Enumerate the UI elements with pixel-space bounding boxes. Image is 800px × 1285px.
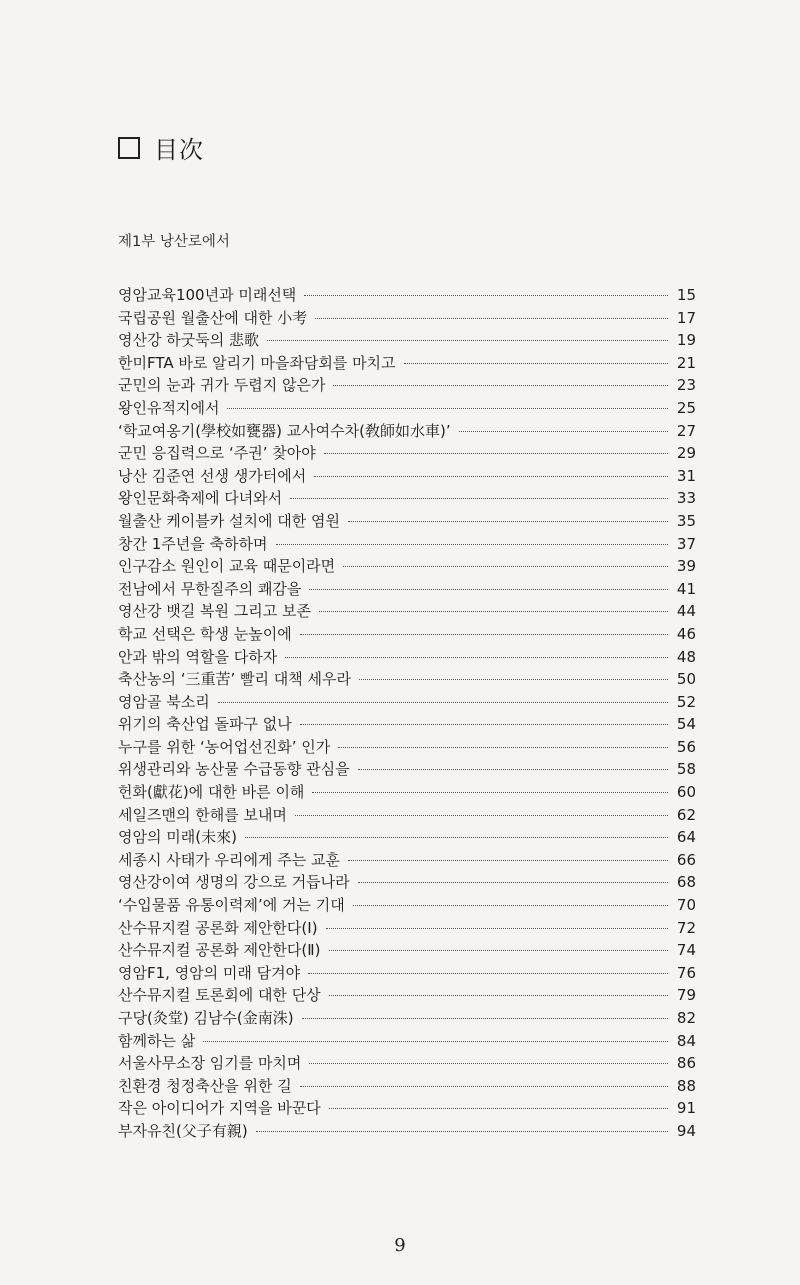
toc-entry-title: ‘학교여옹기(學校如甕器) 교사여수차(敎師如水車)’	[118, 421, 451, 440]
toc-entry-title: 영암의 미래(未來)	[118, 828, 237, 847]
toc-entry-page: 62	[676, 805, 696, 824]
toc-entry[interactable]	[118, 397, 696, 420]
toc-entry-page: 19	[676, 331, 696, 350]
toc-entry-title: 작은 아이디어가 지역을 바꾼다	[118, 1099, 321, 1118]
toc-entry[interactable]	[118, 758, 696, 781]
toc-entry-page: 72	[676, 918, 696, 937]
toc-entry[interactable]	[118, 691, 696, 714]
toc-entry-title: 인구감소 원인이 교육 때문이라면	[118, 557, 336, 576]
toc-entry[interactable]	[118, 849, 696, 872]
toc-entry-title: 월출산 케이블카 설치에 대한 염원	[118, 511, 340, 530]
dot-leader	[312, 792, 668, 793]
dot-leader	[256, 1131, 668, 1132]
toc-entry[interactable]	[118, 442, 696, 465]
dot-leader	[333, 385, 668, 386]
toc-entry-page: 27	[676, 421, 696, 440]
toc-entry[interactable]	[118, 984, 696, 1007]
dot-leader	[285, 657, 668, 658]
dot-leader	[358, 882, 668, 883]
contents-heading	[118, 130, 204, 165]
dot-leader	[324, 453, 668, 454]
toc-entry-title: 영산강 하굿둑의 悲歌	[118, 331, 259, 350]
toc-entry-page: 48	[676, 647, 696, 666]
toc-entry-page: 15	[676, 286, 696, 304]
square-box-icon	[118, 137, 140, 159]
dot-leader	[309, 589, 668, 590]
toc-entry-title: 군민 응집력으로 ‘주권’ 찾아야	[118, 444, 316, 463]
toc-entry-title: 위생관리와 농산물 수급동향 관심을	[118, 760, 350, 779]
toc-entry[interactable]	[118, 939, 696, 962]
dot-leader	[290, 498, 668, 499]
toc-entry[interactable]	[118, 871, 696, 894]
toc-entry-title: 영산강이여 생명의 강으로 거듭나라	[118, 873, 350, 892]
toc-entry-page: 64	[676, 828, 696, 847]
toc-entry-title: 산수뮤지컬 공론화 제안한다(Ⅰ)	[118, 918, 318, 937]
toc-entry-page: 31	[676, 466, 696, 485]
dot-leader	[326, 928, 668, 929]
dot-leader	[218, 702, 668, 703]
toc-entry-page: 88	[676, 1076, 696, 1095]
toc-entry-title: 낭산 김준연 선생 생가터에서	[118, 466, 307, 485]
toc-entry[interactable]	[118, 1052, 696, 1075]
toc-entry[interactable]	[118, 284, 696, 307]
toc-entry[interactable]	[118, 1007, 696, 1030]
toc-entry-page: 70	[676, 896, 696, 915]
dot-leader	[319, 611, 668, 612]
toc-entry-title: 축산농의 ‘三重苦’ 빨리 대책 세우라	[118, 670, 351, 689]
contents-title: 目次	[154, 136, 204, 164]
toc-entry-title: 부자유친(父子有親)	[118, 1121, 248, 1140]
toc-entry-title: 함께하는 삶	[118, 1031, 196, 1050]
dot-leader	[348, 521, 668, 522]
dot-leader	[300, 724, 668, 725]
dot-leader	[358, 769, 668, 770]
dot-leader	[329, 995, 668, 996]
table-of-contents	[118, 284, 696, 1143]
toc-entry[interactable]	[118, 420, 696, 443]
toc-entry-title: 서울사무소장 임기를 마치며	[118, 1054, 302, 1073]
toc-entry-title: 왕인유적지에서	[118, 398, 220, 417]
toc-entry-title: 친환경 청정축산을 위한 길	[118, 1076, 292, 1095]
dot-leader	[227, 408, 668, 409]
toc-entry-page: 37	[676, 534, 696, 553]
toc-entry-page: 35	[676, 511, 696, 530]
toc-entry[interactable]	[118, 668, 696, 691]
dot-leader	[329, 1108, 668, 1109]
toc-entry-title: 구당(灸堂) 김남수(金南洙)	[118, 1009, 294, 1027]
toc-entry-title: 산수뮤지컬 토론회에 대한 단상	[118, 986, 321, 1005]
toc-entry[interactable]	[118, 465, 696, 488]
dot-leader	[343, 566, 668, 567]
toc-entry-title: 군민의 눈과 귀가 두렵지 않은가	[118, 376, 326, 395]
toc-entry-page: 33	[676, 489, 696, 508]
dot-leader	[308, 973, 668, 974]
toc-entry-page: 54	[676, 715, 696, 734]
dot-leader	[300, 634, 668, 635]
toc-entry-title: 영산강 뱃길 복원 그리고 보존	[118, 602, 311, 621]
page-number: 9	[394, 1235, 406, 1256]
dot-leader	[245, 837, 668, 838]
toc-entry[interactable]	[118, 578, 696, 601]
toc-entry-page: 21	[676, 353, 696, 372]
toc-entry-page: 86	[676, 1054, 696, 1073]
toc-entry[interactable]	[118, 1030, 696, 1053]
toc-entry-page: 41	[676, 579, 696, 598]
toc-entry-title: 산수뮤지컬 공론화 제안한다(Ⅱ)	[118, 941, 321, 960]
dot-leader	[203, 1041, 668, 1042]
dot-leader	[276, 544, 669, 545]
toc-entry[interactable]	[118, 374, 696, 397]
dot-leader	[404, 363, 668, 364]
toc-entry-page: 68	[676, 873, 696, 892]
toc-entry-page: 44	[676, 602, 696, 621]
toc-entry[interactable]	[118, 736, 696, 759]
toc-entry-title: 영암F1, 영암의 미래 담겨야	[118, 963, 301, 982]
toc-entry-page: 82	[676, 1009, 696, 1027]
toc-entry-page: 50	[676, 670, 696, 689]
toc-entry[interactable]	[118, 1075, 696, 1098]
toc-entry[interactable]	[118, 533, 696, 556]
toc-entry-page: 23	[676, 376, 696, 395]
dot-leader	[309, 1063, 668, 1064]
toc-entry-page: 79	[676, 986, 696, 1005]
toc-entry-page: 91	[676, 1099, 696, 1118]
toc-entry-page: 25	[676, 398, 696, 417]
dot-leader	[267, 340, 668, 341]
toc-entry[interactable]	[118, 487, 696, 510]
toc-entry-page: 56	[676, 737, 696, 756]
toc-entry-title: 안과 밖의 역할을 다하자	[118, 647, 278, 666]
toc-entry-page: 17	[676, 308, 696, 327]
toc-entry-page: 84	[676, 1031, 696, 1050]
dot-leader	[329, 950, 668, 951]
toc-entry-page: 39	[676, 557, 696, 576]
toc-entry-title: 세일즈맨의 한해를 보내며	[118, 805, 287, 824]
toc-entry[interactable]	[118, 623, 696, 646]
toc-entry[interactable]	[118, 804, 696, 827]
toc-entry-title: 세종시 사태가 우리에게 주는 교훈	[118, 850, 340, 869]
toc-entry-page: 60	[676, 783, 696, 802]
toc-entry[interactable]	[118, 894, 696, 917]
dot-leader	[295, 815, 668, 816]
toc-entry[interactable]	[118, 646, 696, 669]
toc-entry-title: 학교 선택은 학생 눈높이에	[118, 624, 292, 643]
toc-entry-page: 58	[676, 760, 696, 779]
toc-entry-page: 74	[676, 941, 696, 960]
toc-entry[interactable]	[118, 1097, 696, 1120]
dot-leader	[302, 1018, 668, 1019]
dot-leader	[459, 431, 668, 432]
toc-entry-page: 76	[676, 963, 696, 982]
toc-entry[interactable]	[118, 600, 696, 623]
toc-entry[interactable]	[118, 329, 696, 352]
toc-entry[interactable]	[118, 962, 696, 985]
toc-entry[interactable]	[118, 510, 696, 533]
toc-entry-title: 한미FTA 바로 알리기 마을좌담회를 마치고	[118, 353, 396, 372]
toc-entry-title: 영암골 북소리	[118, 692, 210, 711]
dot-leader	[304, 295, 668, 296]
toc-entry-title: 전남에서 무한질주의 쾌감을	[118, 579, 302, 598]
dot-leader	[300, 1086, 668, 1087]
toc-entry[interactable]	[118, 352, 696, 375]
toc-entry-title: 국립공원 월출산에 대한 小考	[118, 308, 308, 327]
toc-entry-page: 29	[676, 444, 696, 463]
toc-entry-page: 46	[676, 624, 696, 643]
toc-entry[interactable]	[118, 713, 696, 736]
dot-leader	[315, 318, 668, 319]
dot-leader	[359, 679, 668, 680]
toc-entry-title: ‘수입물품 유통이력제’에 거는 기대	[118, 896, 345, 915]
dot-leader	[348, 860, 668, 861]
toc-entry[interactable]	[118, 307, 696, 330]
toc-entry[interactable]	[118, 826, 696, 849]
toc-entry-title: 창간 1주년을 축하하며	[118, 534, 268, 553]
toc-entry-title: 위기의 축산업 돌파구 없나	[118, 715, 292, 734]
part-label: 제1부 낭산로에서	[118, 234, 230, 250]
toc-entry-title: 헌화(獻花)에 대한 바른 이해	[118, 783, 305, 802]
toc-entry[interactable]	[118, 555, 696, 578]
toc-entry-title: 영암교육100년과 미래선택	[118, 286, 297, 304]
toc-entry[interactable]	[118, 917, 696, 940]
toc-entry[interactable]	[118, 1120, 696, 1143]
toc-entry-page: 66	[676, 850, 696, 869]
toc-entry-title: 왕인문화축제에 다녀와서	[118, 489, 283, 508]
toc-entry-page: 94	[676, 1121, 696, 1140]
dot-leader	[338, 747, 668, 748]
toc-entry-title: 누구를 위한 ‘농어업선진화’ 인가	[118, 737, 331, 756]
toc-entry-page: 52	[676, 692, 696, 711]
toc-entry[interactable]	[118, 781, 696, 804]
dot-leader	[353, 905, 668, 906]
dot-leader	[314, 476, 668, 477]
